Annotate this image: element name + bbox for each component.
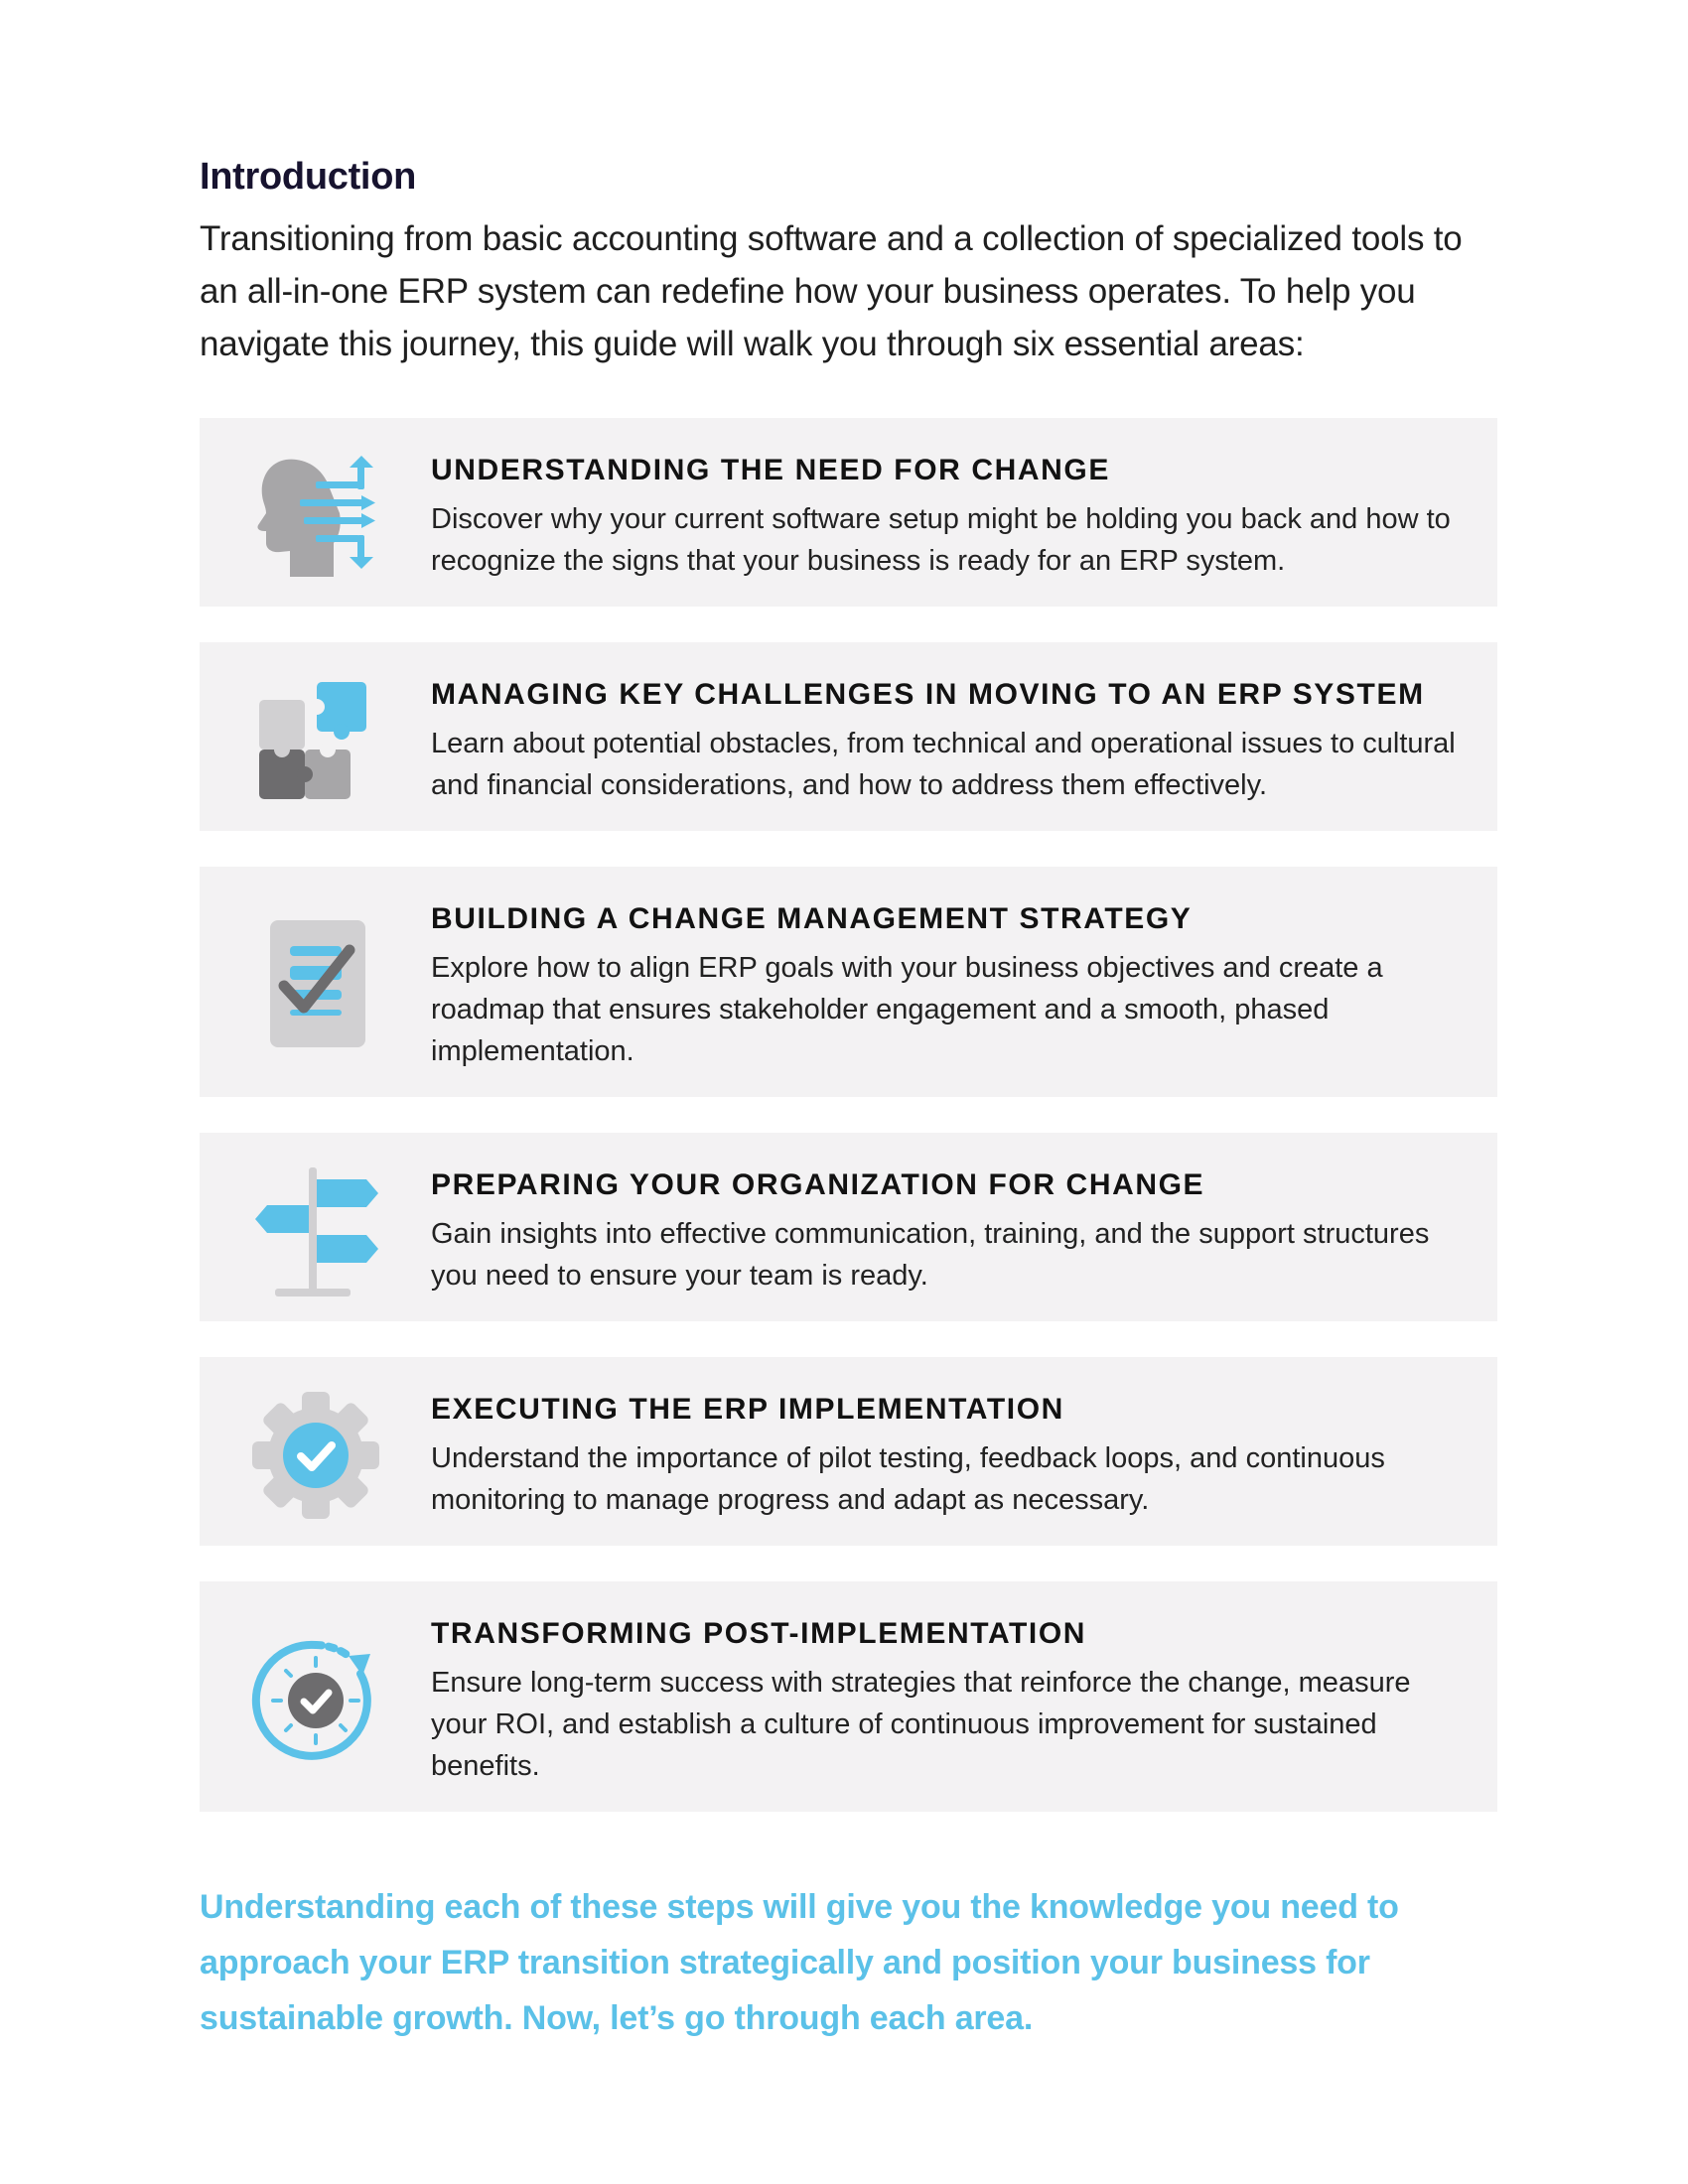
section-card-key-challenges [200,642,1497,831]
intro-text: Transitioning from basic accounting software and a collection of specialized tools to an all-in-one ERP system can redefine how your business operates. To help you navigate this journey, this guide will walk you through six essential areas: [200,219,1463,363]
section-description: Discover why your current software setup might be holding you back and how to recognize the signs that your business is ready for an ERP system. [431,503,1451,577]
section-title: BUILDING A CHANGE MANAGEMENT STRATEGY [431,902,1193,935]
section-content [431,1165,1458,1297]
checklist-icon [256,916,375,1055]
section-content [431,675,1458,806]
section-description: Ensure long-term success with strategies that reinforce the change, measure your ROI, and establish a culture of continuous improvement for sustained benefits. [431,1667,1411,1782]
sections-list [200,418,1497,1812]
section-title: PREPARING YOUR ORGANIZATION FOR CHANGE [431,1168,1205,1201]
section-title: EXECUTING THE ERP IMPLEMENTATION [431,1393,1064,1426]
section-content [431,1614,1458,1787]
section-card-need-for-change [200,418,1497,607]
section-title: UNDERSTANDING THE NEED FOR CHANGE [431,454,1110,486]
section-icon-box [200,1391,431,1520]
section-description: Explore how to align ERP goals with your business objectives and create a roadmap that ensures stakeholder engagement and a smooth, phased implementation. [431,952,1383,1067]
section-icon-box [200,452,431,581]
puzzle-icon [251,676,380,805]
section-icon-box [200,1161,431,1300]
conclusion-text: Understanding each of these steps will give you the knowledge you need to approach your ERP transition strategically and position your business for sustainable growth. Now, let’s go through each area. [200,1888,1399,2037]
section-title: TRANSFORMING POST-IMPLEMENTATION [431,1617,1087,1650]
section-content [431,451,1458,582]
section-card-post-implementation [200,1581,1497,1812]
signpost-icon [251,1161,380,1300]
section-icon-box [200,676,431,805]
intro-heading: Introduction [200,156,417,198]
cycle-check-icon [249,1634,382,1767]
section-content [431,899,1458,1072]
section-description: Gain insights into effective communication, training, and the support structures you need to ensure your team is ready. [431,1218,1430,1292]
section-title: MANAGING KEY CHALLENGES IN MOVING TO AN ERP SYSTEM [431,678,1425,711]
section-icon-box [200,1634,431,1767]
section-content [431,1390,1458,1521]
gear-check-icon [251,1391,380,1520]
section-icon-box [200,916,431,1055]
section-description: Learn about potential obstacles, from technical and operational issues to cultural and financial considerations, and how to address them effectively. [431,728,1456,801]
section-description: Understand the importance of pilot testing, feedback loops, and continuous monitoring to manage progress and adapt as necessary. [431,1442,1385,1516]
document-page [200,149,1497,2046]
head-arrows-icon [246,452,385,581]
section-card-execute-implementation [200,1357,1497,1546]
section-card-prepare-organization [200,1133,1497,1321]
section-card-change-strategy [200,867,1497,1097]
